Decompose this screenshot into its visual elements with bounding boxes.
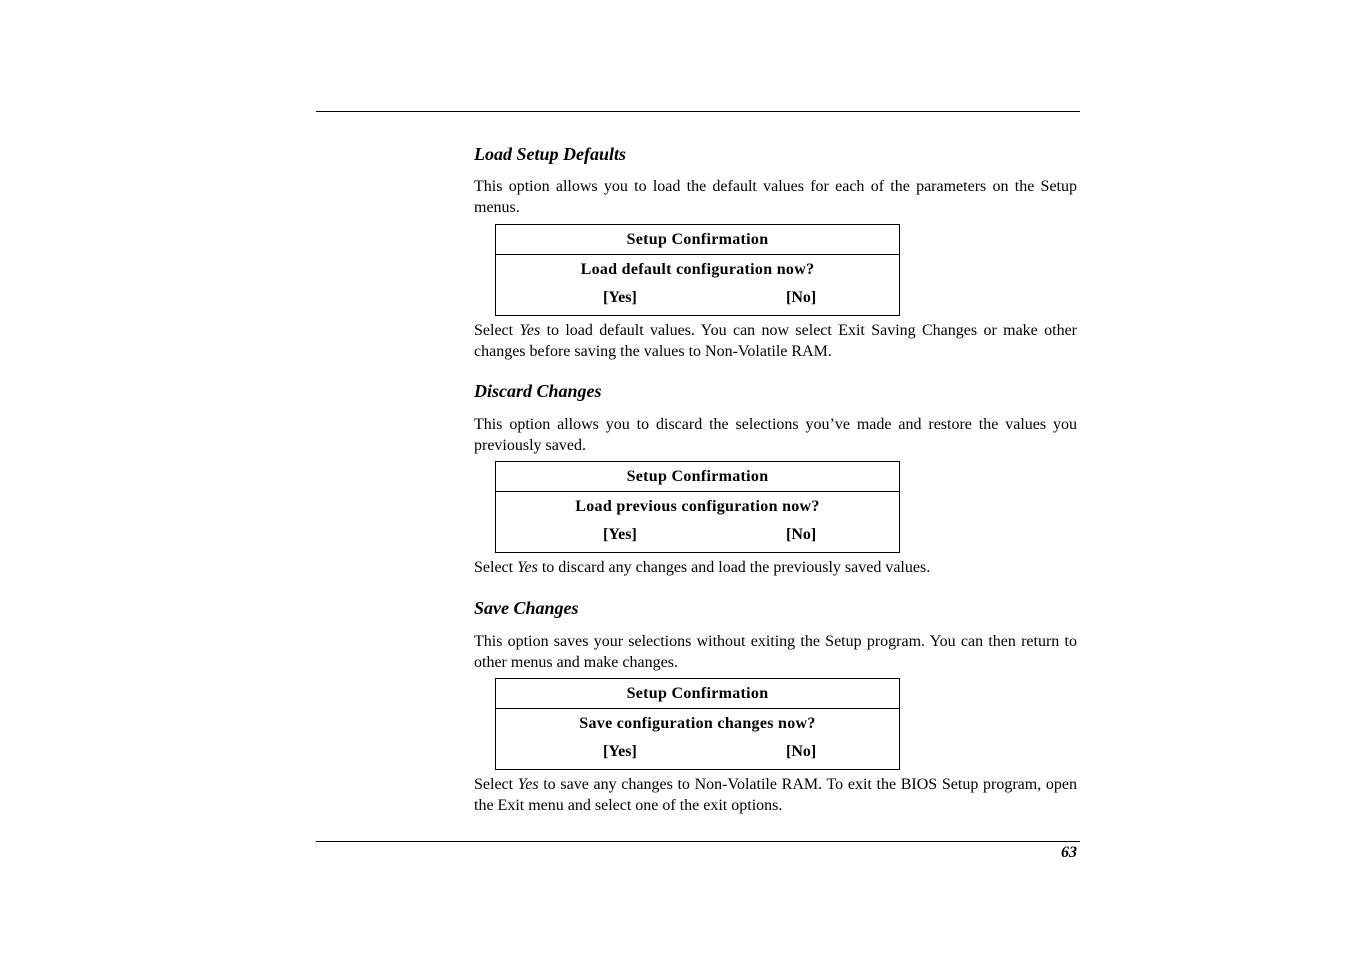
no-option[interactable]: [No] (786, 289, 817, 306)
followup-suffix: to load default values. You can now select Exit Saving Changes or make other changes before saving the values to Non-Volatile RAM. (474, 322, 1078, 360)
section-heading-save-changes: Save Changes (474, 598, 579, 618)
followup-prefix: Select (474, 776, 518, 793)
followup-prefix: Select (474, 559, 518, 576)
dialog-question: Save configuration changes now? (579, 715, 816, 732)
followup-suffix: to discard any changes and load the previously saved values. (537, 559, 931, 576)
setup-confirmation-dialog-discard (495, 461, 900, 553)
dialog-options (496, 522, 899, 552)
yes-option[interactable]: [Yes] (603, 743, 637, 760)
section-followup-load-setup-defaults (474, 321, 1077, 362)
followup-emphasis: Yes (517, 559, 538, 576)
no-option[interactable]: [No] (786, 743, 817, 760)
section-heading-discard-changes: Discard Changes (474, 381, 602, 401)
section-intro-save-changes: This option saves your selections without exiting the Setup program. You can then return to other menus and make changes. (474, 633, 1077, 671)
setup-confirmation-dialog-load-defaults (495, 224, 900, 316)
followup-emphasis: Yes (517, 776, 539, 793)
section-followup-discard-changes (474, 558, 1077, 579)
yes-option[interactable]: [Yes] (603, 526, 637, 543)
section-intro-discard-changes: This option allows you to discard the selections you’ve made and restore the values you previously saved. (474, 416, 1077, 454)
followup-emphasis: Yes (519, 322, 541, 339)
header-rule (316, 111, 1080, 112)
followup-prefix: Select (474, 322, 520, 339)
dialog-question: Load default configuration now? (580, 261, 815, 278)
followup-suffix: to save any changes to Non-Volatile RAM. To exit the BIOS Setup program, open the Exit menu and select one of the exit options. (474, 776, 1078, 814)
section-followup-save-changes (474, 775, 1077, 816)
footer-rule (316, 841, 1080, 842)
dialog-options (496, 285, 899, 315)
dialog-title: Setup Confirmation (496, 462, 899, 492)
dialog-options (496, 739, 899, 769)
section-heading-load-setup-defaults: Load Setup Defaults (474, 144, 627, 164)
yes-option[interactable]: [Yes] (603, 289, 637, 306)
dialog-title: Setup Confirmation (496, 225, 899, 255)
no-option[interactable]: [No] (786, 526, 817, 543)
setup-confirmation-dialog-save (495, 678, 900, 770)
page-number: 63 (1061, 844, 1077, 861)
dialog-question: Load previous configuration now? (575, 498, 820, 515)
dialog-title: Setup Confirmation (496, 679, 899, 709)
section-intro-load-setup-defaults: This option allows you to load the default values for each of the parameters on the Setup menus. (474, 178, 1077, 216)
